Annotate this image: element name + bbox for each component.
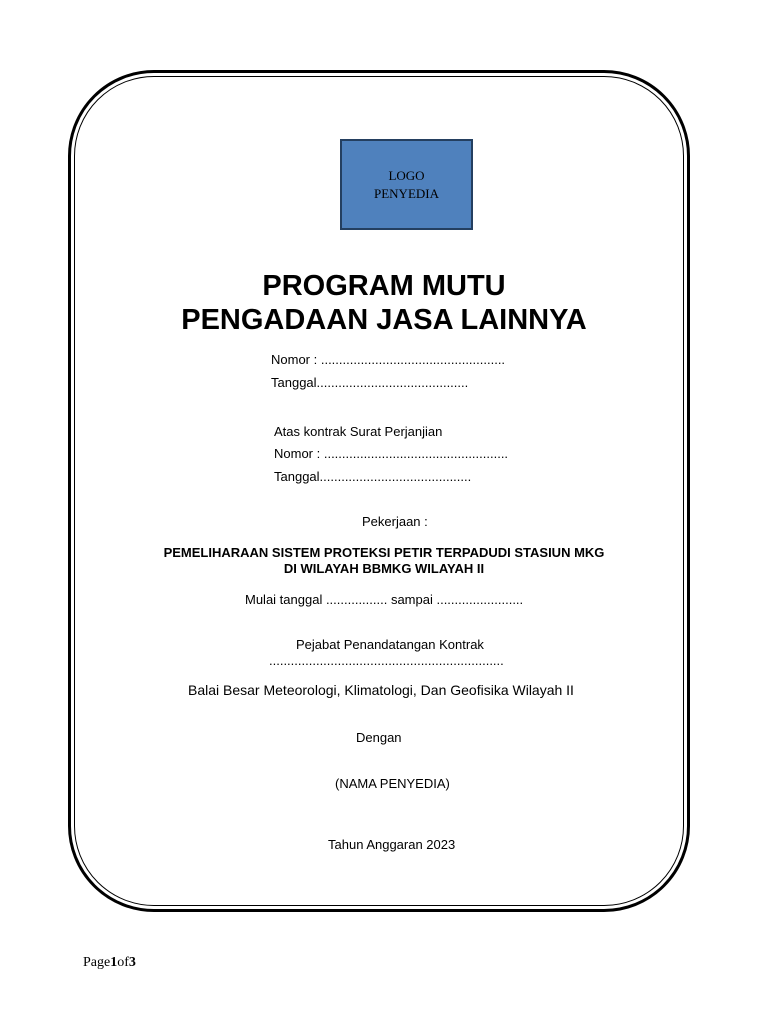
fiscal-year: Tahun Anggaran 2023 (328, 837, 456, 852)
provider-name: (NAMA PENYEDIA) (335, 776, 450, 791)
contract-heading: Atas kontrak Surat Perjanjian (274, 424, 443, 439)
official-name: ................................................................. (269, 653, 504, 668)
document-title-line-1: PROGRAM MUTU (262, 270, 506, 302)
logo-placeholder (340, 139, 473, 230)
program-date: Tanggal.......................................... (271, 375, 469, 390)
page-prefix: Page (83, 955, 111, 970)
institution-name: Balai Besar Meteorologi, Klimatologi, Dan Geofisika Wilayah II (188, 682, 574, 698)
page-current: 1 (110, 955, 118, 970)
program-number: Nomor : ................................................... (271, 352, 506, 367)
logo-line-1: LOGO (388, 167, 425, 183)
official-title: Pejabat Penandatangan Kontrak (296, 637, 484, 652)
logo-line-2: PENYEDIA (374, 185, 439, 201)
page-of: of (117, 955, 129, 970)
contract-number: Nomor : ................................................... (274, 446, 509, 461)
document-title-line-2: PENGADAAN JASA LAINNYA (181, 304, 587, 336)
page-number (83, 955, 136, 971)
contract-date: Tanggal.......................................... (274, 469, 472, 484)
with-label: Dengan (356, 730, 402, 745)
work-name-line-1: PEMELIHARAAN SISTEM PROTEKSI PETIR TERPADUDI STASIUN MKG (163, 545, 605, 560)
work-label: Pekerjaan : (362, 514, 428, 529)
work-period: Mulai tanggal ................. sampai ........................ (245, 592, 524, 607)
page-total: 3 (128, 955, 136, 970)
work-name-line-2: DI WILAYAH BBMKG WILAYAH II (283, 561, 485, 576)
